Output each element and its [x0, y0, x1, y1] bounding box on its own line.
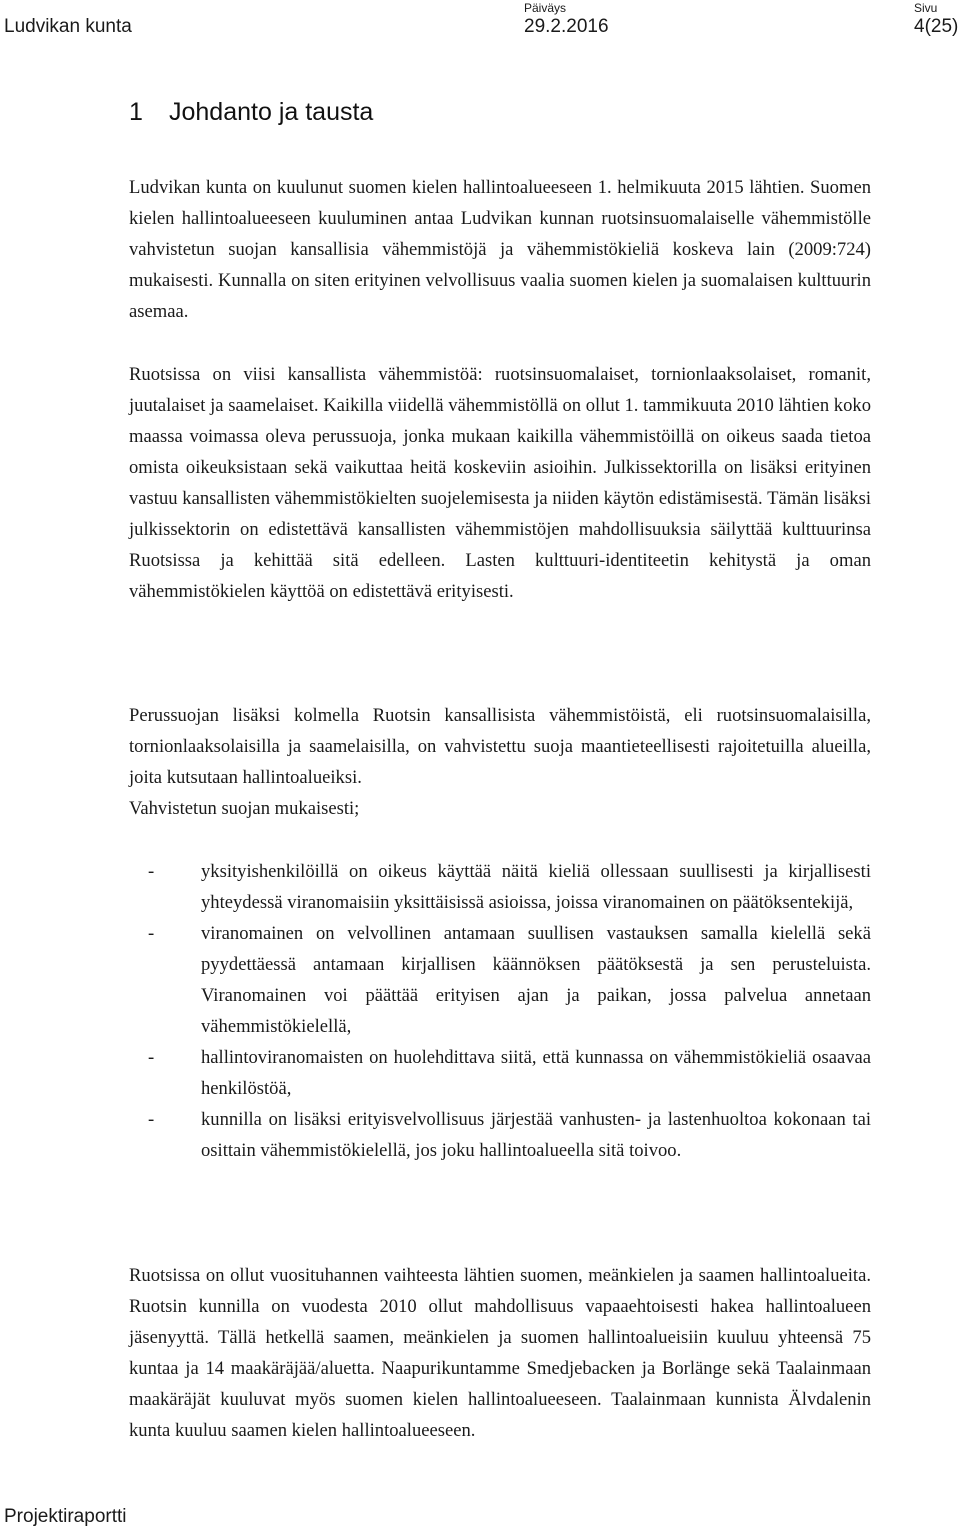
list-item-text: hallintoviranomaisten on huolehdittava siitä, että kunnassa on vähemmistökieliä osaavaa henkilöstöä, [201, 1047, 871, 1099]
header-organization: Ludvikan kunta [4, 16, 132, 37]
administrative-areas-paragraph [129, 1260, 871, 1446]
paragraph: Ruotsissa on ollut vuosituhannen vaihteesta lähtien suomen, meänkielen ja saamen hallintoalueita. Ruotsin kunnilla on vuodesta 2010 ollut mahdollisuus vapaaehtoisesti hakea hallintoalueen jäsenyyttä. Tällä hetkellä saamen, meänkielen ja suomen hallintoalueisiin kuuluu yhteensä 75 kuntaa ja 14 maakäräjää/aluetta. Naapurikuntamme Smedjebacken ja Borlänge sekä Taalainmaan maakäräjät kuuluvat myös suomen kielen hallintoalueeseen. Taalainmaan kunnista Älvdalenin kunta kuuluu saamen kielen hallintoalueeseen. [129, 1265, 871, 1441]
paragraph: Ludvikan kunta on kuulunut suomen kielen hallintoalueeseen 1. helmikuuta 2015 lähtien. Suomen kielen hallintoalueeseen kuuluminen antaa Ludvikan kunnan ruotsinsuomalaiselle vähemmistölle vahvistetun suojan kansallisia vähemmistöjä ja vähemmistökieliä koskeva lain (2009:724) mukaisesti. Kunnalla on siten erityinen velvollisuus vaalia suomen kielen ja suomalaisen kulttuurin asemaa. [129, 177, 871, 322]
rights-list [148, 856, 871, 1166]
list-marker: - [148, 1109, 155, 1130]
section-title: Johdanto ja tausta [169, 98, 374, 126]
list-item [148, 918, 871, 1042]
list-marker: - [148, 1047, 155, 1068]
list-item-text: viranomainen on velvollinen antamaan suullisen vastauksen samalla kielellä sekä pyydettäessä antamaan kirjallisen käännöksen päätöksestä ja sen perusteluista. Viranomainen voi päättää erityisen ajan ja paikan, jossa palvelua annetaan vähemmistökielellä, [201, 923, 871, 1037]
list-marker: - [148, 923, 155, 944]
list-item [148, 1042, 871, 1104]
list-item-text: kunnilla on lisäksi erityisvelvollisuus järjestää vanhusten- ja lastenhuoltoa kokonaan tai osittain vähemmistökielellä, jos joku hallintoalueella sitä toivoo. [201, 1109, 871, 1161]
list-item [148, 856, 871, 918]
list-marker: - [148, 861, 155, 882]
header-date-label: Päiväys [524, 1, 567, 15]
paragraph: Ruotsissa on viisi kansallista vähemmistöä: ruotsinsuomalaiset, tornionlaaksolaiset, romanit, juutalaiset ja saamelaiset. Kaikilla viidellä vähemmistöllä on ollut 1. tammikuuta 2010 lähtien koko maassa voimassa oleva perussuoja, jonka mukaan kaikilla vähemmistöillä on oikeus saada tietoa omista oikeuksistaan sekä vaikuttaa heitä koskeviin asioihin. Julkissektorilla on lisäksi erityinen vastuu kansallisten vähemmistökielten suojelemisesta ja niiden käytön edistämisestä. Tämän lisäksi julkissektorin on edistettävä kansallisten vähemmistöjen mahdollisuuksia säilyttää kulttuurinsa Ruotsissa ja kehittää sitä edelleen. Lasten kulttuuri-identiteetin kehitystä ja oman vähemmistökielen käyttöä on edistettävä erityisesti. [129, 364, 871, 602]
footer-report-label: Projektiraportti [4, 1506, 127, 1527]
list-item-text: yksityishenkilöillä on oikeus käyttää näitä kieliä ollessaan suullisesti ja kirjallisesti yhteydessä viranomaisiin yksittäisissä asioissa, joissa viranomainen on päätöksentekijä, [201, 861, 871, 913]
section-heading [129, 98, 373, 127]
header-page-label: Sivu [914, 1, 938, 15]
list-item [148, 1104, 871, 1166]
intro-paragraph [129, 172, 871, 327]
section-number: 1 [129, 98, 143, 126]
paragraph: Vahvistetun suojan mukaisesti; [129, 798, 360, 819]
paragraph: Perussuojan lisäksi kolmella Ruotsin kansallisista vähemmistöistä, eli ruotsinsuomalaisilla, tornionlaaksolaisilla ja saamelaisilla, on vahvistettu suoja maantieteellisesti rajoitetuilla alueilla, joita kutsutaan hallintoalueiksi. [129, 705, 871, 788]
protection-paragraph [129, 700, 871, 824]
header-date: 29.2.2016 [524, 16, 609, 37]
minorities-paragraph [129, 359, 871, 607]
header-page-number: 4(25) [914, 16, 959, 37]
